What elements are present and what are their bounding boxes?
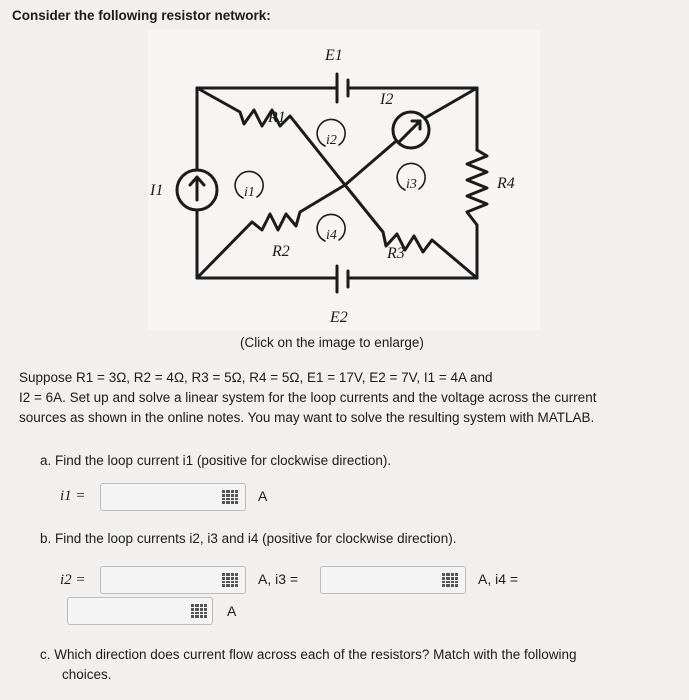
current-source-i2-arrow-shaft xyxy=(399,121,420,142)
figure-caption[interactable]: (Click on the image to enlarge) xyxy=(240,335,424,350)
part-b-unit: A xyxy=(227,603,237,619)
intro-text: Consider the following resistor network: xyxy=(12,8,271,23)
label-loop-i2: i2 xyxy=(326,133,337,148)
part-a-question: a. Find the loop current i1 (positive for clockwise direction). xyxy=(40,453,392,468)
label-r4: R4 xyxy=(497,175,515,192)
part-a-unit: A xyxy=(258,488,268,504)
label-r2: R2 xyxy=(272,243,290,260)
problem-line-3: sources as shown in the online notes. You may want to solve the resulting system with MATLAB. xyxy=(19,410,595,425)
diagonal-wire-r3 xyxy=(345,185,477,278)
label-i1: I1 xyxy=(150,182,164,199)
part-b-question: b. Find the loop currents i2, i3 and i4 (positive for clockwise direction). xyxy=(40,531,457,546)
problem-line-2: I2 = 6A. Set up and solve a linear system for the loop currents and the voltage across the current xyxy=(19,390,597,405)
label-r3: R3 xyxy=(387,245,405,262)
label-loop-i3: i3 xyxy=(406,177,417,192)
diagonal-wire-r1 xyxy=(197,88,345,185)
part-b-i2-label: i2 = xyxy=(60,572,86,588)
keypad-icon[interactable] xyxy=(442,573,458,587)
label-e1: E1 xyxy=(325,47,343,64)
problem-line-1: Suppose R1 = 3Ω, R2 = 4Ω, R3 = 5Ω, R4 = 5Ω, E1 = 17V, E2 = 7V, I1 = 4A and xyxy=(19,370,493,385)
part-a-i1-label: i1 = xyxy=(60,488,86,504)
circuit-diagram[interactable] xyxy=(0,0,689,340)
label-r1: R1 xyxy=(268,109,286,126)
wire-to-i2 xyxy=(425,88,477,118)
label-loop-i4: i4 xyxy=(326,228,337,243)
part-c-question-line-1: c. Which direction does current flow across each of the resistors? Match with the following xyxy=(40,647,577,662)
part-b-after-i3: A, i4 = xyxy=(478,571,519,587)
part-c-question-line-2: choices. xyxy=(62,667,112,682)
part-b-after-i2: A, i3 = xyxy=(258,571,299,587)
keypad-icon[interactable] xyxy=(191,604,207,618)
keypad-icon[interactable] xyxy=(222,490,238,504)
resistor-r4 xyxy=(467,150,487,225)
label-i2: I2 xyxy=(380,91,394,108)
label-loop-i1: i1 xyxy=(244,185,255,200)
label-e2: E2 xyxy=(330,309,348,326)
keypad-icon[interactable] xyxy=(222,573,238,587)
